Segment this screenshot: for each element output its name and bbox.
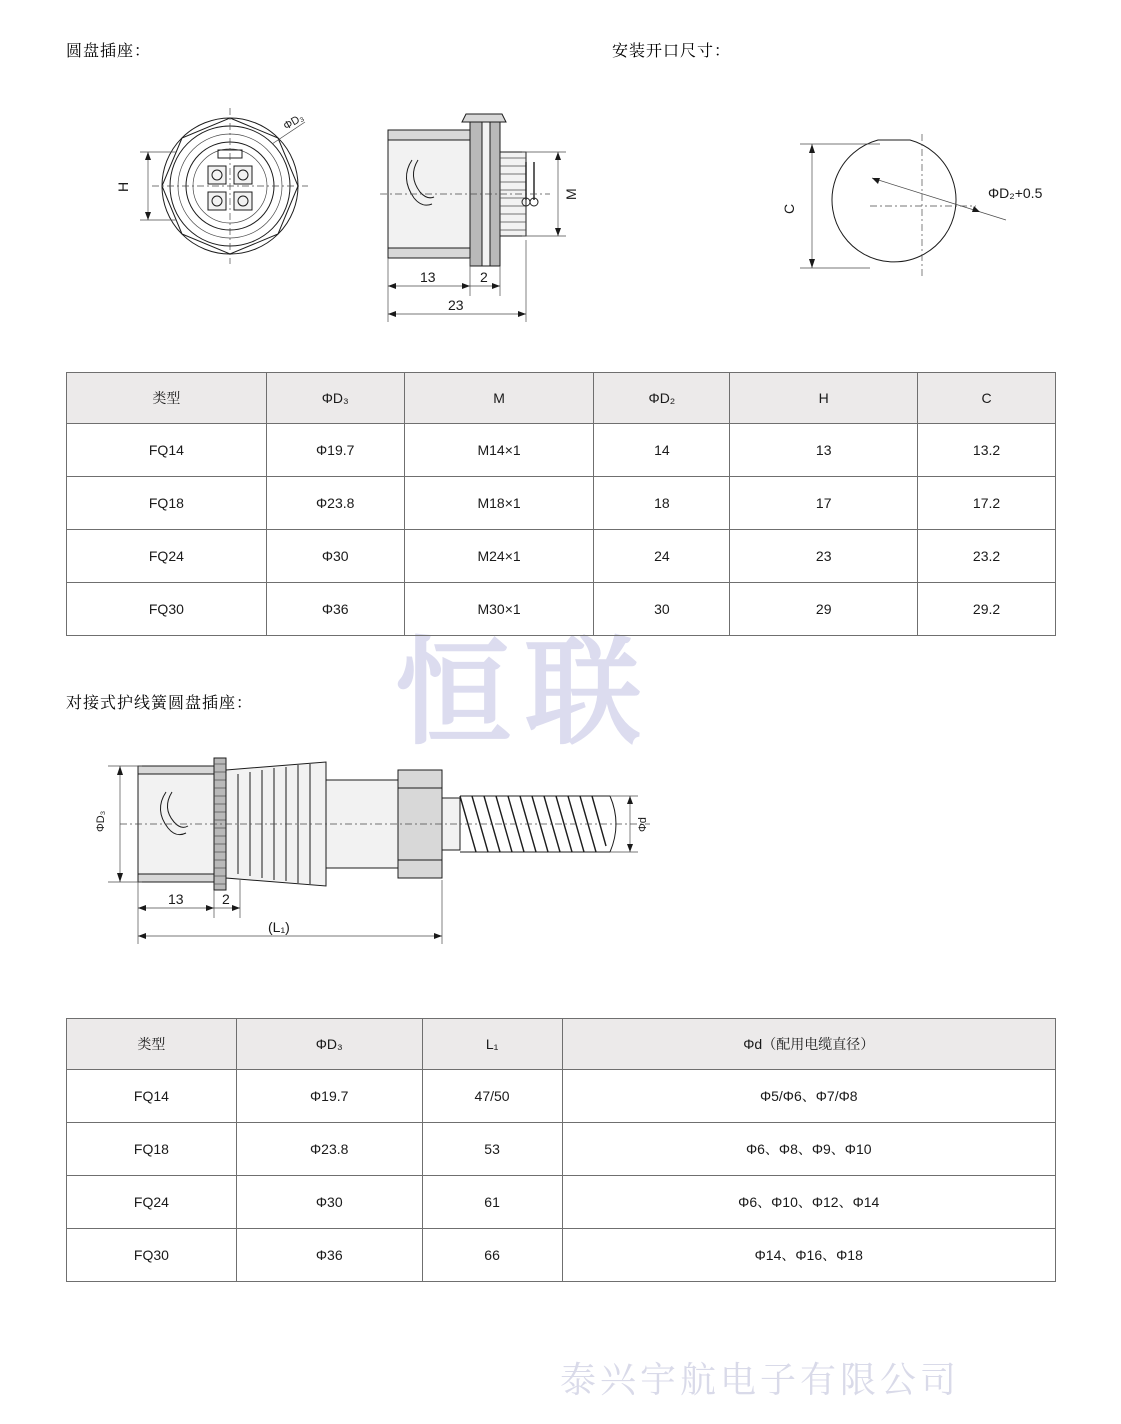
opening-c-label: C — [781, 203, 797, 214]
table-row — [67, 530, 1056, 583]
spring-plug-drawing — [90, 740, 690, 960]
spring-plug-d3-label: ΦD₃ — [95, 810, 107, 832]
table1-cell: 13 — [730, 424, 918, 477]
table1-cell: 29.2 — [918, 583, 1056, 636]
table-row — [67, 477, 1056, 530]
table2-cell: Φ5/Φ6、Φ7/Φ8 — [562, 1070, 1055, 1123]
table2-cell: Φ30 — [236, 1176, 422, 1229]
table2-cell: Φ14、Φ16、Φ18 — [562, 1229, 1055, 1282]
spring-socket-section-title: 对接式护线簧圆盘插座： — [66, 695, 254, 712]
table1-cell: 17.2 — [918, 477, 1056, 530]
table2-header-cell: L₁ — [422, 1019, 562, 1070]
table1-cell: 14 — [594, 424, 730, 477]
table-row — [67, 1176, 1056, 1229]
table1-header-cell: M — [404, 373, 594, 424]
table1-cell: 13.2 — [918, 424, 1056, 477]
table-row — [67, 1229, 1056, 1282]
disc-socket-dimension-table — [66, 372, 1056, 636]
table1-cell: M30×1 — [404, 583, 594, 636]
side-view-drawing — [370, 100, 620, 340]
company-watermark: 泰兴宇航电子有限公司 — [560, 1360, 961, 1401]
table1-cell: 17 — [730, 477, 918, 530]
table1-cell: 23 — [730, 530, 918, 583]
table-row — [67, 1070, 1056, 1123]
side-view-dim-2: 2 — [480, 269, 488, 285]
front-view-drawing — [100, 100, 360, 310]
front-view-d3-label: ΦD₃ — [281, 111, 306, 133]
table2-header-cell: 类型 — [67, 1019, 237, 1070]
table1-cell: 18 — [594, 477, 730, 530]
disc-socket-section-title: 圆盘插座： — [66, 43, 152, 60]
side-view-dim-13: 13 — [420, 269, 436, 285]
table1-header-cell: 类型 — [67, 373, 267, 424]
mounting-opening-drawing — [760, 120, 1060, 310]
table1-cell: FQ18 — [67, 477, 267, 530]
table1-cell: Φ19.7 — [266, 424, 404, 477]
table-row — [67, 424, 1056, 477]
spring-plug-dim-13: 13 — [168, 891, 184, 907]
spring-socket-dimension-table — [66, 1018, 1056, 1282]
table1-cell: Φ23.8 — [266, 477, 404, 530]
table2-cell: Φ19.7 — [236, 1070, 422, 1123]
side-view-m-label: M — [563, 188, 579, 200]
table2-header-cell: ΦD₃ — [236, 1019, 422, 1070]
table1-cell: M14×1 — [404, 424, 594, 477]
table2-cell: FQ18 — [67, 1123, 237, 1176]
opening-d2-label: ΦD₂+0.5 — [988, 185, 1043, 201]
table2-cell: 53 — [422, 1123, 562, 1176]
brand-watermark: 恒联 — [395, 626, 655, 761]
table2-cell: Φ6、Φ10、Φ12、Φ14 — [562, 1176, 1055, 1229]
side-view-dim-23: 23 — [448, 297, 464, 313]
table1-cell: FQ30 — [67, 583, 267, 636]
table1-cell: Φ36 — [266, 583, 404, 636]
table-row — [67, 1123, 1056, 1176]
table1-header-cell: C — [918, 373, 1056, 424]
table2-cell: FQ14 — [67, 1070, 237, 1123]
table1-cell: 30 — [594, 583, 730, 636]
table2-header-cell: Φd（配用电缆直径） — [562, 1019, 1055, 1070]
mounting-opening-section-title: 安装开口尺寸： — [612, 43, 732, 60]
table2-cell: FQ24 — [67, 1176, 237, 1229]
table1-cell: Φ30 — [266, 530, 404, 583]
table-header-row — [67, 373, 1056, 424]
spring-plug-dim-l1: (L₁) — [268, 919, 290, 935]
front-view-h-label: H — [115, 181, 131, 192]
table1-cell: 29 — [730, 583, 918, 636]
table1-header-cell: ΦD₂ — [594, 373, 730, 424]
spring-plug-d-label: Φd — [637, 817, 649, 832]
table2-cell: 66 — [422, 1229, 562, 1282]
spring-plug-dim-2: 2 — [222, 891, 230, 907]
table2-cell: Φ23.8 — [236, 1123, 422, 1176]
table2-cell: Φ6、Φ8、Φ9、Φ10 — [562, 1123, 1055, 1176]
table-row — [67, 583, 1056, 636]
table1-cell: M18×1 — [404, 477, 594, 530]
table-header-row — [67, 1019, 1056, 1070]
table2-cell: 61 — [422, 1176, 562, 1229]
table2-cell: 47/50 — [422, 1070, 562, 1123]
table2-cell: FQ30 — [67, 1229, 237, 1282]
table1-cell: 23.2 — [918, 530, 1056, 583]
table1-cell: 24 — [594, 530, 730, 583]
table1-cell: FQ14 — [67, 424, 267, 477]
table1-cell: FQ24 — [67, 530, 267, 583]
table2-cell: Φ36 — [236, 1229, 422, 1282]
table1-header-cell: ΦD₃ — [266, 373, 404, 424]
table1-cell: M24×1 — [404, 530, 594, 583]
table1-header-cell: H — [730, 373, 918, 424]
